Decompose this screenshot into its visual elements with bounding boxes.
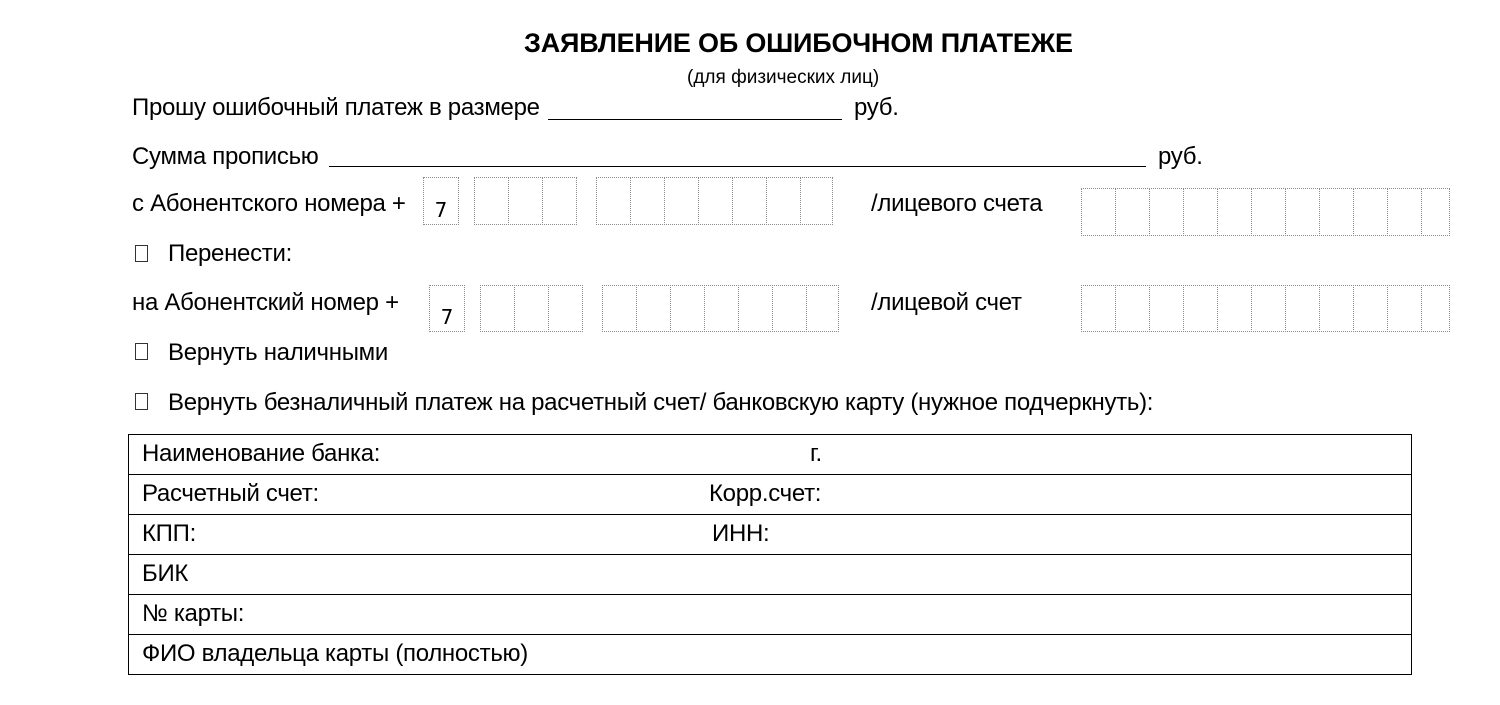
bank-city-label: г. <box>810 440 822 467</box>
bank-details-table <box>128 434 1412 675</box>
from-account-cell[interactable] <box>1149 188 1184 236</box>
to-account-cell[interactable] <box>1217 285 1252 332</box>
from-account-cell[interactable] <box>1421 188 1450 236</box>
to-account-label: /лицевой счет <box>871 289 1022 316</box>
to-number-cell[interactable] <box>480 285 515 332</box>
from-number-label: с Абонентского номера + <box>132 190 406 217</box>
form-title: ЗАЯВЛЕНИЕ ОБ ОШИБОЧНОМ ПЛАТЕЖЕ <box>524 28 1073 58</box>
from-number-cell[interactable] <box>542 177 577 225</box>
card-owner-row[interactable] <box>129 634 1411 674</box>
to-number-label: на Абонентский номер + <box>132 289 399 316</box>
corr-account-label: Корр.счет: <box>709 480 822 507</box>
bank-name-row[interactable] <box>129 435 1411 474</box>
cash-checkbox[interactable] <box>135 343 148 360</box>
to-account-cell[interactable] <box>1149 285 1184 332</box>
from-number-cell[interactable] <box>630 177 665 225</box>
form-subtitle: (для физических лиц) <box>687 67 880 88</box>
to-number-cell[interactable] <box>738 285 773 332</box>
amount-input[interactable] <box>548 119 842 120</box>
from-number-prefix: 7 <box>434 198 448 222</box>
to-number-cell[interactable] <box>772 285 807 332</box>
card-number-label: № карты: <box>142 600 245 627</box>
to-account-cell[interactable] <box>1251 285 1286 332</box>
amount-words-label: Сумма прописью <box>132 143 319 170</box>
transfer-label: Перенести: <box>168 240 292 267</box>
to-account-cell[interactable] <box>1353 285 1388 332</box>
bik-row[interactable] <box>129 554 1411 594</box>
cash-label: Вернуть наличными <box>168 339 388 366</box>
from-account-cell[interactable] <box>1353 188 1388 236</box>
to-number-cell[interactable] <box>548 285 583 332</box>
amount-label: Прошу ошибочный платеж в размере <box>132 94 540 121</box>
cashless-label: Вернуть безналичный платеж на расчетный счет/ банковскую карту (нужное подчеркнуть): <box>168 389 1154 416</box>
to-account-cell[interactable] <box>1081 285 1116 332</box>
from-number-cell[interactable] <box>664 177 699 225</box>
to-number-cell[interactable] <box>636 285 671 332</box>
from-number-cell[interactable] <box>766 177 801 225</box>
to-number-prefix: 7 <box>440 305 454 329</box>
to-number-cell[interactable] <box>670 285 705 332</box>
from-number-cell[interactable] <box>698 177 733 225</box>
transfer-checkbox[interactable] <box>135 245 148 262</box>
to-number-cell[interactable] <box>514 285 549 332</box>
account-row[interactable] <box>129 474 1411 514</box>
inn-label: ИНН: <box>712 520 770 547</box>
kpp-row[interactable] <box>129 514 1411 554</box>
from-number-cell[interactable] <box>474 177 509 225</box>
to-account-cell[interactable] <box>1421 285 1450 332</box>
from-account-cell[interactable] <box>1081 188 1116 236</box>
to-account-cell[interactable] <box>1115 285 1150 332</box>
bank-name-label: Наименование банка: <box>142 440 381 467</box>
from-account-cell[interactable] <box>1115 188 1150 236</box>
amount-words-currency: руб. <box>1158 143 1203 170</box>
from-number-cell[interactable] <box>732 177 767 225</box>
amount-words-input[interactable] <box>329 166 1146 167</box>
to-account-cell[interactable] <box>1285 285 1320 332</box>
amount-currency: руб. <box>854 94 899 121</box>
from-number-cell[interactable] <box>508 177 543 225</box>
from-account-cell[interactable] <box>1251 188 1286 236</box>
to-number-cell[interactable] <box>704 285 739 332</box>
cashless-checkbox[interactable] <box>135 393 148 410</box>
from-account-cell[interactable] <box>1319 188 1354 236</box>
to-number-cell[interactable] <box>806 285 839 332</box>
from-account-cell[interactable] <box>1387 188 1422 236</box>
bik-label: БИК <box>142 560 189 587</box>
from-account-label: /лицевого счета <box>871 190 1043 217</box>
from-account-cell[interactable] <box>1285 188 1320 236</box>
card-owner-label: ФИО владельца карты (полностью) <box>142 640 528 667</box>
from-number-prefix-cell[interactable] <box>423 177 459 225</box>
to-number-prefix-cell[interactable] <box>429 285 465 332</box>
to-account-cell[interactable] <box>1387 285 1422 332</box>
to-number-cell[interactable] <box>602 285 637 332</box>
to-account-cell[interactable] <box>1319 285 1354 332</box>
from-account-cell[interactable] <box>1217 188 1252 236</box>
kpp-label: КПП: <box>142 520 196 547</box>
from-number-cell[interactable] <box>596 177 631 225</box>
card-number-row[interactable] <box>129 594 1411 634</box>
to-account-cell[interactable] <box>1183 285 1218 332</box>
from-account-cell[interactable] <box>1183 188 1218 236</box>
account-label: Расчетный счет: <box>142 480 319 507</box>
from-number-cell[interactable] <box>800 177 833 225</box>
